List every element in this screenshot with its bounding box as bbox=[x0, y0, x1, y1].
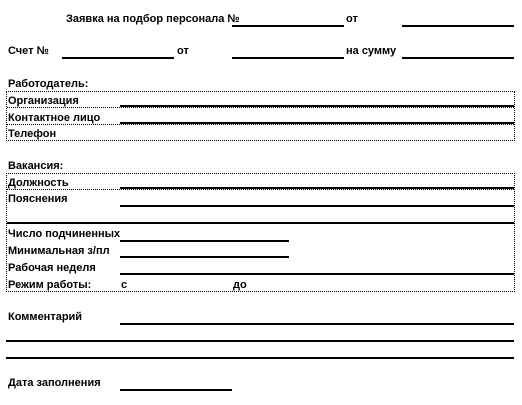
comment-field-line-3[interactable] bbox=[6, 357, 514, 359]
invoice-amount-label: на сумму bbox=[346, 45, 397, 57]
schedule-to-label: до bbox=[233, 279, 247, 291]
min-salary-label: Минимальная з/пл bbox=[8, 245, 110, 257]
phone-label: Телефон bbox=[8, 128, 57, 140]
employer-row-separator bbox=[7, 107, 514, 108]
organization-field[interactable] bbox=[120, 105, 514, 107]
fill-date-label: Дата заполнения bbox=[8, 377, 101, 389]
work-week-field[interactable] bbox=[120, 273, 514, 275]
invoice-date-prefix: от bbox=[177, 45, 189, 57]
invoice-label: Счет № bbox=[8, 45, 49, 57]
contact-person-label: Контактное лицо bbox=[8, 112, 101, 124]
form-title: Заявка на подбор персонала № bbox=[66, 13, 240, 25]
work-week-label: Рабочая неделя bbox=[8, 262, 96, 274]
min-salary-field[interactable] bbox=[120, 256, 289, 258]
contact-person-field[interactable] bbox=[120, 122, 514, 124]
fill-date-field[interactable] bbox=[120, 389, 232, 391]
notes-field-line-2[interactable] bbox=[7, 222, 514, 224]
vacancy-section-label: Вакансия: bbox=[8, 160, 64, 172]
notes-field[interactable] bbox=[120, 205, 514, 207]
invoice-date-field[interactable] bbox=[232, 57, 344, 59]
request-number-field[interactable] bbox=[232, 25, 344, 27]
schedule-label: Режим работы: bbox=[8, 279, 92, 291]
employer-row-separator bbox=[7, 124, 514, 125]
request-date-field[interactable] bbox=[402, 25, 514, 27]
vacancy-row-separator bbox=[7, 189, 514, 190]
invoice-number-field[interactable] bbox=[62, 57, 174, 59]
notes-label: Пояснения bbox=[8, 193, 68, 205]
subordinates-field[interactable] bbox=[120, 240, 289, 242]
invoice-amount-field[interactable] bbox=[402, 57, 514, 59]
position-label: Должность bbox=[8, 177, 69, 189]
subordinates-label: Число подчиненных bbox=[8, 228, 121, 240]
schedule-from-label: с bbox=[121, 279, 128, 291]
comment-label: Комментарий bbox=[8, 311, 83, 323]
employer-section-label: Работодатель: bbox=[8, 78, 89, 90]
request-date-prefix: от bbox=[346, 13, 358, 25]
comment-field-line-2[interactable] bbox=[6, 340, 514, 342]
comment-field[interactable] bbox=[120, 323, 514, 325]
position-field[interactable] bbox=[120, 187, 514, 189]
organization-label: Организация bbox=[8, 95, 79, 107]
